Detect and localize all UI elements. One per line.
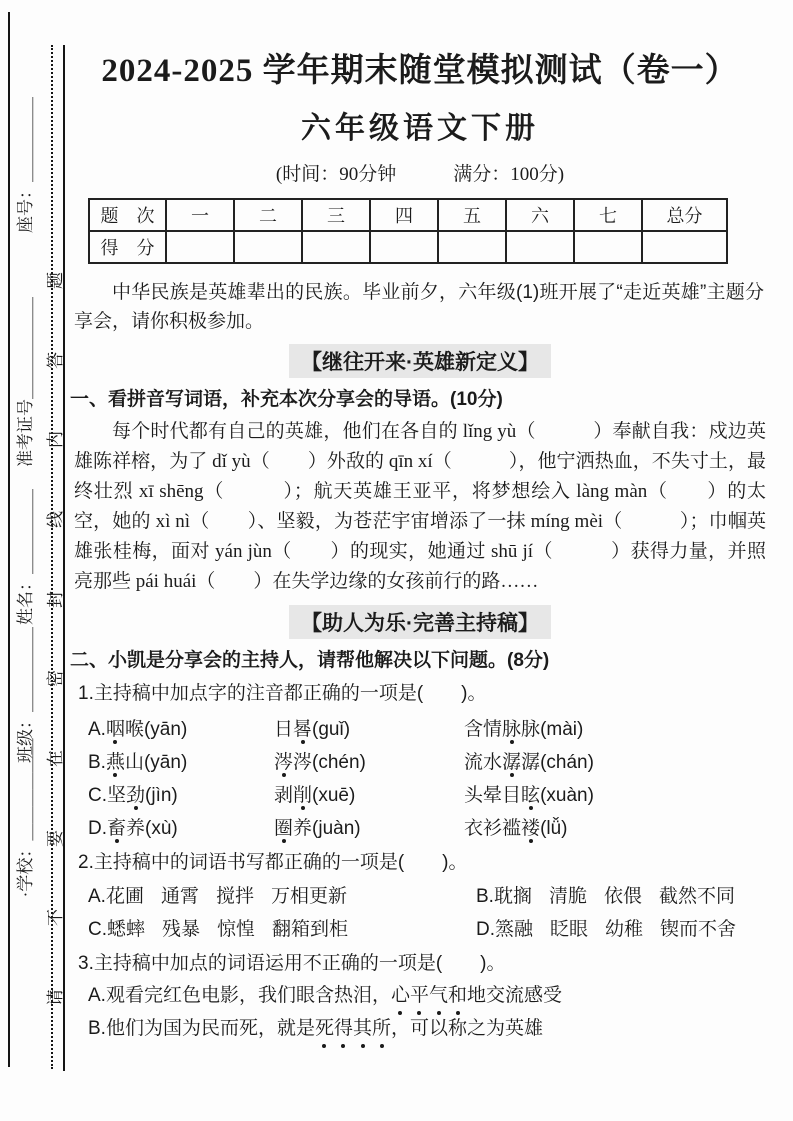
pinyin-option-item — [464, 780, 770, 807]
option-char: 死 — [315, 1012, 334, 1045]
option-label: A. — [88, 719, 106, 740]
option-char: 所 — [372, 1012, 391, 1045]
option-word: 幼稚 — [605, 919, 644, 940]
seal-char: 线 — [45, 510, 65, 528]
pinyin-option-row — [88, 744, 770, 777]
option-char: 山 — [124, 752, 144, 773]
question-1-stem: 一、看拼音写词语，补充本次分享会的导语。(10分) — [70, 389, 503, 410]
score-cell — [574, 231, 642, 263]
option-word: 通霄 — [160, 886, 199, 907]
section-banner-2: 【助人为乐·完善主持稿】 — [289, 605, 551, 639]
pinyin-choice-options — [88, 711, 770, 843]
option-label: D. — [476, 919, 495, 940]
word-option-group — [476, 881, 752, 908]
option-char: 平 — [410, 979, 429, 1012]
option-char: 劲 — [126, 780, 145, 807]
pinyin-option-row — [88, 810, 770, 843]
option-char: 潺 — [502, 747, 521, 774]
option-pinyin: (chén) — [312, 752, 366, 773]
option-char: 养 — [293, 818, 313, 839]
option-char: 坚 — [107, 785, 127, 806]
page-title: 2024-2025 学年期末随堂模拟测试（卷一） — [101, 53, 739, 89]
page-subtitle: 六年级语文下册 — [301, 112, 539, 145]
word-choice-options — [88, 878, 770, 944]
option-label: D. — [88, 818, 107, 839]
pinyin-option-item — [274, 714, 464, 741]
option-char: 气 — [429, 979, 448, 1012]
option-word: 篜融 — [495, 919, 534, 940]
score-header-cell: 六 — [506, 199, 574, 231]
option-char: 和 — [448, 979, 467, 1012]
option-char: 喉 — [124, 719, 144, 740]
score-cell — [438, 231, 506, 263]
sub-question-1-stem: 1.主持稿中加点字的注音都正确的一项是( )。 — [78, 683, 487, 704]
option-label: C. — [88, 919, 107, 940]
seal-char: 答 — [45, 351, 65, 369]
option-word: 残暴 — [162, 919, 201, 940]
seal-char: 在 — [45, 749, 65, 767]
option-pinyin: (juàn) — [312, 818, 361, 839]
option-word: 眨眼 — [550, 919, 589, 940]
usage-choice-options — [88, 979, 770, 1045]
score-table — [88, 198, 728, 264]
option-char: 脉 — [521, 719, 541, 740]
pinyin-option-row — [88, 711, 770, 744]
option-char: 得 — [334, 1012, 353, 1045]
option-word: 耽搁 — [493, 886, 532, 907]
option-char: 眩 — [521, 780, 540, 807]
option-word: 万相更新 — [271, 886, 348, 907]
option-pinyin: (yān) — [143, 719, 188, 740]
pinyin-option-item — [88, 813, 274, 840]
score-header-cell: 五 — [438, 199, 506, 231]
sidebar-field-exam-number: 准考证号＿＿＿＿＿＿ — [16, 297, 35, 467]
pinyin-option-item — [88, 780, 274, 807]
seal-line-text — [38, 268, 68, 1010]
page-edge-line — [8, 12, 10, 1067]
seal-char: 密 — [45, 670, 65, 688]
sidebar-field-school: ·学校：＿＿＿＿＿＿ — [16, 738, 35, 898]
main-content — [70, 0, 770, 1045]
option-char: 衣 — [464, 818, 484, 839]
pinyin-option-item — [88, 714, 274, 741]
option-char: 咽 — [106, 714, 125, 741]
option-char: 晷 — [293, 714, 312, 741]
pinyin-option-item — [88, 747, 274, 774]
option-char: 日 — [274, 719, 294, 740]
option-word: 翻箱到柜 — [272, 919, 349, 940]
option-char: 流 — [464, 752, 484, 773]
pinyin-option-row — [88, 777, 770, 810]
usage-option-row — [88, 979, 770, 1012]
option-text: 地交流感受 — [467, 985, 563, 1006]
option-label: A. — [88, 886, 106, 907]
option-pinyin: (xuàn) — [540, 785, 594, 806]
score-header-cell: 四 — [370, 199, 438, 231]
option-label: B. — [88, 752, 106, 773]
time-score-info: (时间：90分钟 满分：100分) — [275, 164, 565, 185]
option-char: 燕 — [106, 747, 125, 774]
sidebar-field-seat: 座号：＿＿＿＿＿ — [16, 97, 35, 233]
sidebar-field-name: 姓名：＿＿＿＿＿ — [16, 489, 35, 625]
option-label: B. — [88, 1018, 106, 1039]
score-table-header-row — [89, 199, 727, 231]
sub-question-2-stem: 2.主持稿中的词语书写都正确的一项是( )。 — [78, 852, 468, 873]
option-word: 锲而不舍 — [660, 919, 737, 940]
option-label: C. — [88, 785, 107, 806]
score-header-cell: 七 — [574, 199, 642, 231]
sidebar-field-class: 班级：＿＿＿＿＿ — [16, 627, 35, 763]
score-cell — [642, 231, 727, 263]
option-label: A. — [88, 985, 106, 1006]
option-word: 惊惶 — [217, 919, 256, 940]
option-char: 其 — [353, 1012, 372, 1045]
score-cell — [506, 231, 574, 263]
option-text: 观看完红色电影，我们眼含热泪， — [105, 985, 391, 1006]
seal-char: 封 — [45, 590, 65, 608]
word-option-row — [88, 878, 770, 911]
pinyin-option-item — [464, 714, 770, 741]
word-option-group — [88, 914, 476, 941]
option-word: 依偎 — [603, 886, 642, 907]
score-cell — [302, 231, 370, 263]
seal-char: 不 — [45, 909, 65, 927]
section-banner-1: 【继往开来·英雄新定义】 — [289, 344, 551, 378]
pinyin-option-item — [274, 747, 464, 774]
option-word: 花圃 — [105, 886, 144, 907]
intro-paragraph: 中华民族是英雄辈出的民族。毕业前夕，六年级(1)班开展了“走近英雄”主题分享会，请你积极参加。 — [74, 282, 764, 332]
section-banner-2-wrap — [70, 605, 770, 639]
option-char: 水 — [483, 752, 503, 773]
option-pinyin: (mài) — [540, 719, 584, 740]
option-pinyin: (lǚ) — [540, 818, 568, 839]
option-word: 清脆 — [548, 886, 587, 907]
option-word: 截然不同 — [659, 886, 736, 907]
word-option-row — [88, 911, 770, 944]
score-cell — [166, 231, 234, 263]
seal-char: 要 — [45, 829, 65, 847]
seal-char: 请 — [45, 988, 65, 1006]
option-char: 晕 — [483, 785, 503, 806]
option-char: 褛 — [521, 813, 540, 840]
option-char: 畜 — [107, 813, 126, 840]
score-table-score-row — [89, 231, 727, 263]
score-header-cell: 总分 — [642, 199, 727, 231]
score-cell — [370, 231, 438, 263]
word-option-group — [476, 914, 753, 941]
pinyin-option-item — [464, 747, 770, 774]
option-char: 褴 — [502, 818, 522, 839]
option-label: B. — [476, 886, 494, 907]
option-char: 头 — [464, 785, 484, 806]
option-char: 潺 — [521, 752, 541, 773]
option-word: 搅拌 — [215, 886, 254, 907]
score-row-label: 得 分 — [89, 231, 166, 263]
pinyin-passage: 每个时代都有自己的英雄，他们在各自的 lǐng yù（ ）奉献自我：戍边英雄陈祥榕，为了 dǐ yù（ ）外敌的 qīn xí（ ），他宁洒热血，不失寸土，最终壮烈 xī shēng（ ）；航天英雄王亚平，将梦想绘入 làng màn（ ）的太空，她的 xì nì（ ）、坚毅，为苍茫宇宙增添了一抹 míng mèi（ ）；巾帼英雄张桂梅，面对 yán jùn（ ）的现实，她通过 shū jí（ ）获得力量，并照亮那些 pái huái（ ）在失学边缘的女孩前行的路…… — [74, 421, 766, 592]
option-pinyin: (yān) — [143, 752, 188, 773]
section-banner-1-wrap — [70, 344, 770, 378]
option-char: 涔 — [274, 747, 293, 774]
option-pinyin: (chán) — [540, 752, 594, 773]
option-char: 脉 — [502, 714, 521, 741]
option-char: 剥 — [274, 785, 294, 806]
option-char: 涔 — [293, 752, 313, 773]
seal-char: 内 — [45, 431, 65, 449]
score-header-cell: 二 — [234, 199, 302, 231]
option-char: 养 — [126, 818, 146, 839]
option-text: 他们为国为民而死，就是 — [105, 1018, 315, 1039]
score-header-cell: 题 次 — [89, 199, 166, 231]
score-header-cell: 一 — [166, 199, 234, 231]
option-char: 心 — [391, 979, 410, 1012]
option-char: 含 — [464, 719, 484, 740]
usage-option-row — [88, 1012, 770, 1045]
seal-char: 题 — [45, 272, 65, 289]
question-2-stem: 二、小凯是分享会的主持人，请帮他解决以下问题。(8分) — [70, 650, 550, 671]
sub-question-3-stem: 3.主持稿中加点的词语运用不正确的一项是( )。 — [78, 953, 506, 974]
option-pinyin: (guǐ) — [312, 719, 351, 740]
pinyin-option-item — [274, 813, 464, 840]
score-cell — [234, 231, 302, 263]
option-pinyin: (xuē) — [312, 785, 356, 806]
option-pinyin: (jìn) — [145, 785, 178, 806]
pinyin-option-item — [274, 780, 464, 807]
option-char: 情 — [483, 719, 503, 740]
option-text: ，可以称之为英雄 — [391, 1018, 544, 1039]
option-char: 圈 — [274, 813, 293, 840]
score-header-cell: 三 — [302, 199, 370, 231]
word-option-group — [88, 881, 476, 908]
option-pinyin: (xù) — [145, 818, 178, 839]
option-char: 目 — [502, 785, 522, 806]
option-char: 削 — [293, 780, 312, 807]
pinyin-option-item — [464, 813, 770, 840]
option-word: 蟋蟀 — [107, 919, 146, 940]
option-char: 衫 — [483, 818, 503, 839]
